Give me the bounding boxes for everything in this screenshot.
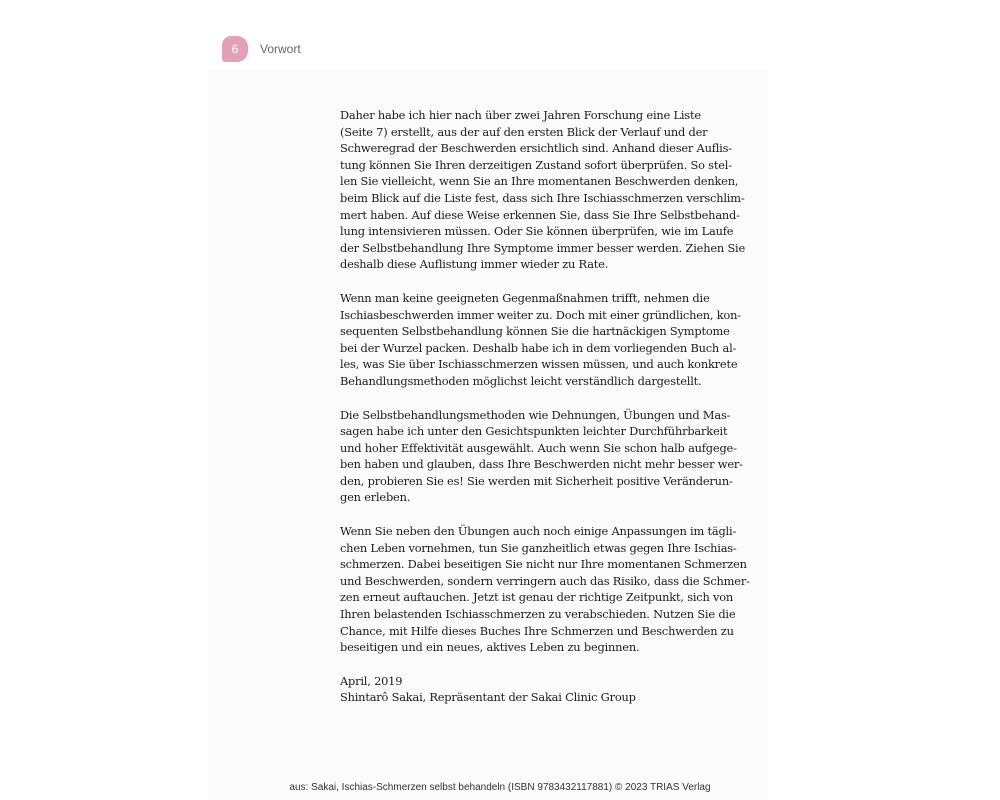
paragraph [340,407,743,507]
text-line: (Seite 7) erstellt, aus der auf den ersten Blick der Verlauf und der [340,124,708,139]
text-line: Behandlungsmethoden möglichst leicht verständlich dargestellt. [340,373,702,388]
section-title: Vorwort [260,42,301,56]
text-line: und hoher Effektivität ausgewählt. Auch wenn Sie schon halb aufgege- [340,440,737,455]
text-line: bei der Wurzel packen. Deshalb habe ich in dem vorliegenden Buch al- [340,340,737,355]
text-line: len Sie vielleicht, wenn Sie an Ihre momentanen Beschwerden denken, [340,174,739,189]
text-line: Wenn Sie neben den Übungen auch noch einige Anpassungen im tägli- [340,524,737,539]
source-footer: aus: Sakai, Ischias-Schmerzen selbst behandeln (ISBN 9783432117881) © 2023 TRIAS Verlag [289,782,711,793]
text-line: lung intensivieren müssen. Oder Sie können überprüfen, wie im Laufe [340,224,734,239]
text-line: sequenten Selbstbehandlung können Sie die hartnäckigen Symptome [340,324,730,339]
text-line: Daher habe ich hier nach über zwei Jahren Forschung eine Liste [340,108,701,122]
page-header [222,36,301,62]
text-line: deshalb diese Auflistung immer wieder zu Rate. [340,257,609,272]
text-line: Schweregrad der Beschwerden ersichtlich sind. Anhand dieser Auflis- [340,141,732,156]
signature-block [340,673,725,706]
text-line: Ihren belastenden Ischiasschmerzen zu verabschieden. Nutzen Sie die [340,607,736,622]
text-line: und Beschwerden, sondern verringern auch das Risiko, dass die Schmer- [340,573,750,588]
text-line: den, probieren Sie es! Sie werden mit Sicherheit positive Veränderun- [340,473,733,488]
text-line: beim Blick auf die Liste fest, dass sich Ihre Ischiasschmerzen verschlim- [340,190,745,205]
text-line: chen Leben vornehmen, tun Sie ganzheitlich etwas gegen Ihre Ischias- [340,540,737,555]
signature-date: April, 2019 [340,673,403,688]
text-line: Die Selbstbehandlungsmethoden wie Dehnungen, Übungen und Mas- [340,407,731,422]
paragraph [340,523,750,656]
text-line: les, was Sie über Ischiasschmerzen wissen müssen, und auch konkrete [340,357,738,372]
text-line: tung können Sie Ihren derzeitigen Zustand sofort überprüfen. So stel- [340,157,732,172]
text-line: Wenn man keine geeigneten Gegenmaßnahmen trifft, nehmen die [340,290,710,305]
text-line: ben haben und glauben, dass Ihre Beschwerden nicht mehr besser wer- [340,457,743,472]
text-line: Ischiasbeschwerden immer weiter zu. Doch mit einer gründlichen, kon- [340,307,741,322]
text-line: schmerzen. Dabei beseitigen Sie nicht nur Ihre momentanen Schmerzen [340,557,747,572]
text-line: zen erneut auftauchen. Jetzt ist genau der richtige Zeitpunkt, sich von [340,590,734,605]
text-line: sagen habe ich unter den Gesichtspunkten leichter Durchführbarkeit [340,424,728,439]
paragraph [340,290,741,390]
page-number-badge: 6 [222,36,248,62]
text-line: beseitigen und ein neues, aktives Leben zu beginnen. [340,640,640,655]
text-line: gen erleben. [340,490,411,505]
body-text [340,107,750,706]
signature-author: Shintarô Sakai, Repräsentant der Sakai Clinic Group [340,690,636,705]
text-line: mert haben. Auf diese Weise erkennen Sie, dass Sie Ihre Selbstbehand- [340,207,740,222]
text-line: der Selbstbehandlung Ihre Symptome immer besser werden. Ziehen Sie [340,240,746,255]
text-line: Chance, mit Hilfe dieses Buches Ihre Schmerzen und Beschwerden zu [340,623,734,638]
paragraph [340,107,746,273]
